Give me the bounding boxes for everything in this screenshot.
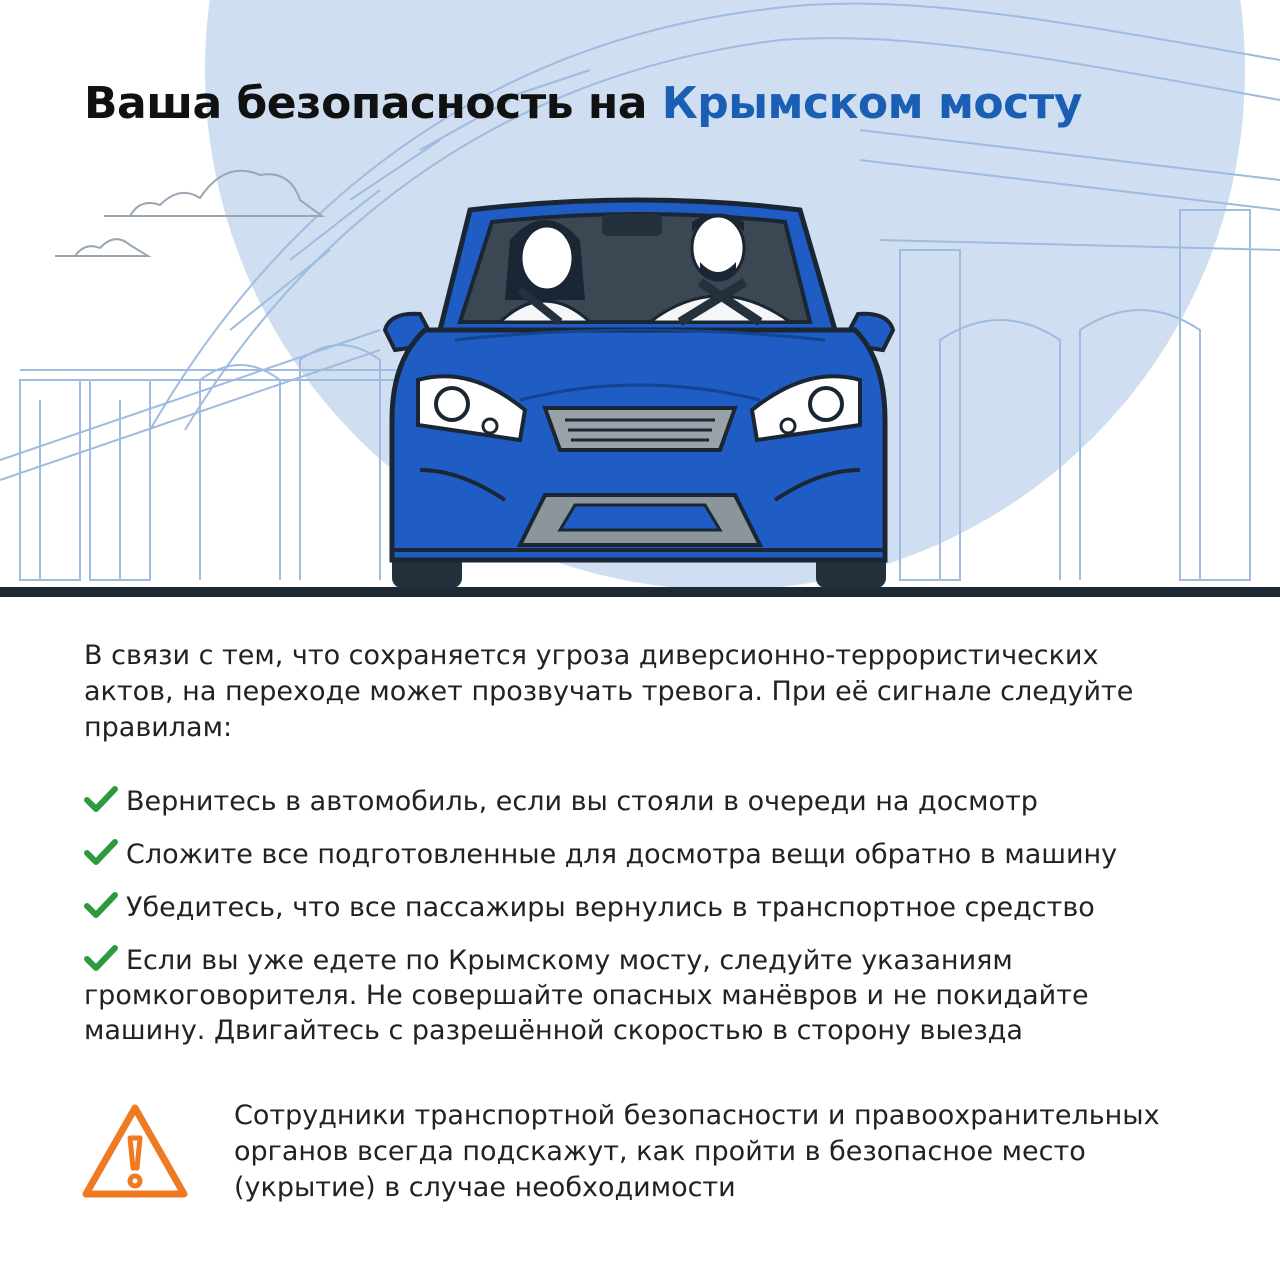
intro-text: В связи с тем, что сохраняется угроза диверсионно-террористических актов, на переходе может прозвучать тревога. При её сигнале следуйте правилам: [84, 640, 1134, 743]
rule-text: Сложите все подготовленные для досмотра вещи обратно в машину [126, 839, 1118, 870]
page-title [84, 78, 1082, 129]
rule-item [84, 784, 1194, 819]
rule-text: Если вы уже едете по Крымскому мосту, следуйте указаниям громкоговорителя. Не совершайте опасных манёвров и не покидайте машину. Двигайтесь с разрешённой скоростью в сторону выезда [84, 945, 1089, 1046]
check-icon [84, 944, 118, 972]
rule-item [84, 837, 1194, 872]
rules-list [84, 784, 1194, 1066]
warning-icon [80, 1102, 190, 1202]
check-icon [84, 838, 118, 866]
rule-item [84, 943, 1194, 1048]
rule-text: Убедитесь, что все пассажиры вернулись в транспортное средство [126, 892, 1095, 923]
road-line [0, 587, 1280, 597]
check-icon [84, 891, 118, 919]
rule-item [84, 890, 1194, 925]
title-part-2: Крымском мосту [661, 78, 1082, 129]
check-icon [84, 785, 118, 813]
note-text: Сотрудники транспортной безопасности и правоохранительных органов всегда подскажут, как пройти в безопасное место (укрытие) в случае необходимости [234, 1100, 1160, 1203]
rule-text: Вернитесь в автомобиль, если вы стояли в очереди на досмотр [126, 786, 1038, 817]
title-part-1: Ваша безопасность на [84, 78, 662, 129]
